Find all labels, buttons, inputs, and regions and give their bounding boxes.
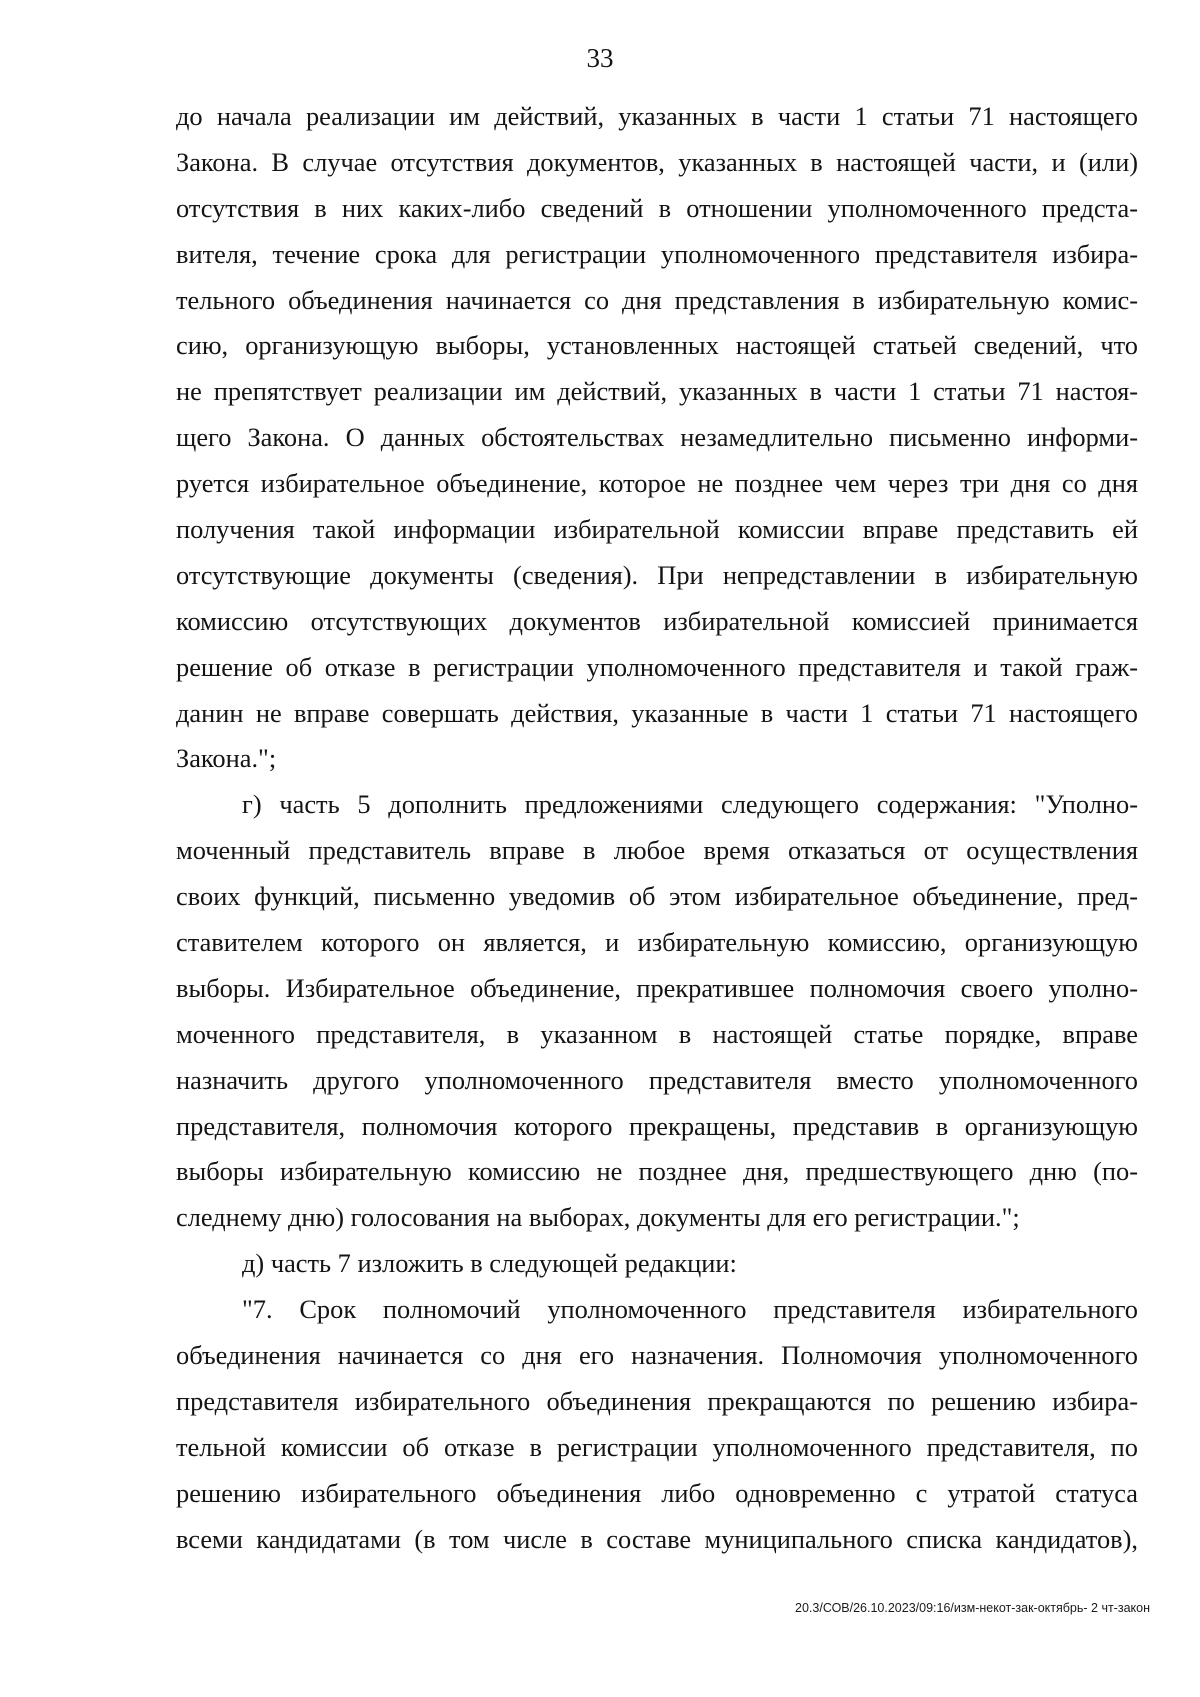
text-line: не препятствует реализации им действий, указанных в части 1 статьи 71 настоя- bbox=[176, 376, 1138, 407]
text-line: щего Закона. О данных обстоятельствах незамедлительно письменно информи- bbox=[176, 422, 1138, 453]
text-line: представителя, полномочия которого прекращены, представив в организующую bbox=[176, 1110, 1138, 1141]
text-line: моченный представитель вправе в любое время отказаться от осуществления bbox=[176, 835, 1138, 866]
text-line: сию, организующую выборы, установленных настоящей статьей сведений, что bbox=[176, 330, 1138, 361]
text-line: объединения начинается со дня его назначения. Полномочия уполномоченного bbox=[176, 1340, 1138, 1371]
text-line: моченного представителя, в указанном в настоящей статье порядке, вправе bbox=[176, 1018, 1138, 1049]
text-line: г) часть 5 дополнить предложениями следующего содержания: "Уполно- bbox=[242, 789, 1138, 820]
page-number: 33 bbox=[586, 43, 614, 73]
text-line: ставителем которого он является, и избирательную комиссию, организующую bbox=[176, 927, 1138, 958]
text-line: следнему дню) голосования на выборах, документы для его регистрации."; bbox=[176, 1202, 1020, 1233]
text-line: решение об отказе в регистрации уполномоченного представителя и такой граж- bbox=[176, 651, 1138, 682]
text-line: данин не вправе совершать действия, указанные в части 1 статьи 71 настоящего bbox=[176, 697, 1138, 728]
text-line: тельной комиссии об отказе в регистрации уполномоченного представителя, по bbox=[176, 1431, 1138, 1462]
text-line: представителя избирательного объединения прекращаются по решению избира- bbox=[176, 1385, 1138, 1416]
text-line: выборы избирательную комиссию не позднее дня, предшествующего дню (по- bbox=[176, 1156, 1138, 1187]
text-line: Закона. В случае отсутствия документов, указанных в настоящей части, и (или) bbox=[176, 146, 1138, 177]
text-line: до начала реализации им действий, указанных в части 1 статьи 71 настоящего bbox=[176, 101, 1138, 131]
document-body bbox=[176, 94, 1138, 1563]
text-line: вителя, течение срока для регистрации уполномоченного представителя избира- bbox=[176, 238, 1138, 269]
text-line: своих функций, письменно уведомив об этом избирательное объединение, пред- bbox=[176, 881, 1138, 912]
text-line: выборы. Избирательное объединение, прекратившее полномочия своего уполно- bbox=[176, 972, 1138, 1003]
text-line: д) часть 7 изложить в следующей редакции: bbox=[242, 1248, 737, 1279]
text-line: назначить другого уполномоченного представителя вместо уполномоченного bbox=[176, 1064, 1138, 1095]
text-line: решению избирательного объединения либо одновременно с утратой статуса bbox=[176, 1477, 1138, 1508]
document-footer-code: 20.3/СОВ/26.10.2023/09:16/изм-некот-зак-октябрь- 2 чт-закон bbox=[795, 1601, 1150, 1615]
text-line: тельного объединения начинается со дня представления в избирательную комис- bbox=[176, 284, 1138, 315]
text-line: всеми кандидатами (в том числе в составе муниципального списка кандидатов), bbox=[176, 1523, 1138, 1554]
text-line: отсутствующие документы (сведения). При непредставлении в избирательную bbox=[176, 559, 1138, 590]
text-line: комиссию отсутствующих документов избирательной комиссией принимается bbox=[176, 605, 1138, 636]
text-line: "7. Срок полномочий уполномоченного представителя избирательного bbox=[242, 1294, 1138, 1325]
text-line: получения такой информации избирательной комиссии вправе представить ей bbox=[176, 514, 1138, 545]
text-line: Закона."; bbox=[176, 743, 277, 774]
text-line: руется избирательное объединение, которое не позднее чем через три дня со дня bbox=[176, 468, 1138, 499]
text-line: отсутствия в них каких-либо сведений в отношении уполномоченного предста- bbox=[176, 192, 1138, 223]
